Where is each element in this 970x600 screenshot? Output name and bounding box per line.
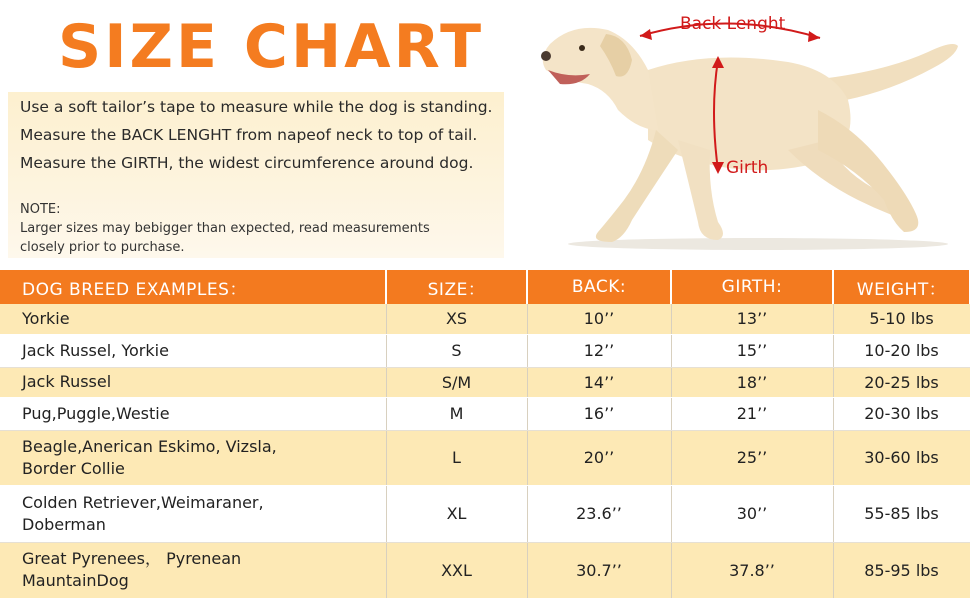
breed-cell: Pug,Puggle,Westie [0,397,386,430]
weight-cell: 10-20 lbs [833,334,970,367]
girth-cell: 37.8’’ [671,542,833,598]
note-text: Larger sizes may bebigger than expected, read measurements [20,221,430,236]
girth-cell: 13’’ [671,304,833,334]
instruction-line: Use a soft tailor’s tape to measure while the dog is standing. [20,98,493,116]
table-row [0,367,970,397]
column-header-back: BACK: [527,270,671,304]
table-row [0,542,970,598]
back-cell: 14’’ [527,367,671,397]
size-cell: M [386,397,527,430]
weight-cell: 55-85 lbs [833,485,970,542]
back-cell: 16’’ [527,397,671,430]
table-row [0,334,970,367]
page-title: SIZE CHART [58,12,485,82]
breed-cell: Jack Russel [0,367,386,397]
breed-cell: Beagle,Anerican Eskimo, Vizsla, Border Collie [0,430,386,485]
size-cell: L [386,430,527,485]
size-cell: S/M [386,367,527,397]
back-cell: 20’’ [527,430,671,485]
girth-label: Girth [726,158,769,178]
table-row [0,304,970,334]
weight-cell: 5-10 lbs [833,304,970,334]
back-cell: 10’’ [527,304,671,334]
note-text: closely prior to purchase. [20,240,185,255]
table-header-row [0,270,970,304]
note [20,200,430,257]
back-length-label: Back Lenght [680,14,786,34]
girth-cell: 25’’ [671,430,833,485]
breed-cell: Great Pyrenees， Pyrenean MauntainDog [0,542,386,598]
size-cell: S [386,334,527,367]
breed-cell: Jack Russel, Yorkie [0,334,386,367]
instruction-line: Measure the BACK LENGHT from napeof neck to top of tail. [20,126,478,144]
dog-illustration [528,0,970,262]
size-cell: XL [386,485,527,542]
size-table [0,270,970,599]
back-cell: 23.6’’ [527,485,671,542]
size-cell: XS [386,304,527,334]
table-row [0,430,970,485]
back-length-term: BACK LENGHT [121,126,232,144]
dog-measurement-diagram [528,0,970,262]
weight-cell: 20-30 lbs [833,397,970,430]
instructions-panel [8,92,504,258]
weight-cell: 30-60 lbs [833,430,970,485]
breed-cell: Yorkie [0,304,386,334]
breed-cell: Colden Retriever,Weimaraner, Doberman [0,485,386,542]
size-cell: XXL [386,542,527,598]
instruction-line: Measure the GIRTH, the widest circumference around dog. [20,154,474,172]
column-header-size: SIZE： [386,270,527,304]
column-header-breed: DOG BREED EXAMPLES： [0,270,386,304]
girth-cell: 30’’ [671,485,833,542]
weight-cell: 20-25 lbs [833,367,970,397]
note-title: NOTE: [20,202,61,217]
girth-cell: 15’’ [671,334,833,367]
girth-term: GIRTH [121,154,169,172]
back-cell: 12’’ [527,334,671,367]
girth-cell: 18’’ [671,367,833,397]
table-row [0,397,970,430]
table-row [0,485,970,542]
weight-cell: 85-95 lbs [833,542,970,598]
column-header-girth: GIRTH: [671,270,833,304]
back-cell: 30.7’’ [527,542,671,598]
girth-cell: 21’’ [671,397,833,430]
column-header-weight: WEIGHT： [833,270,970,304]
